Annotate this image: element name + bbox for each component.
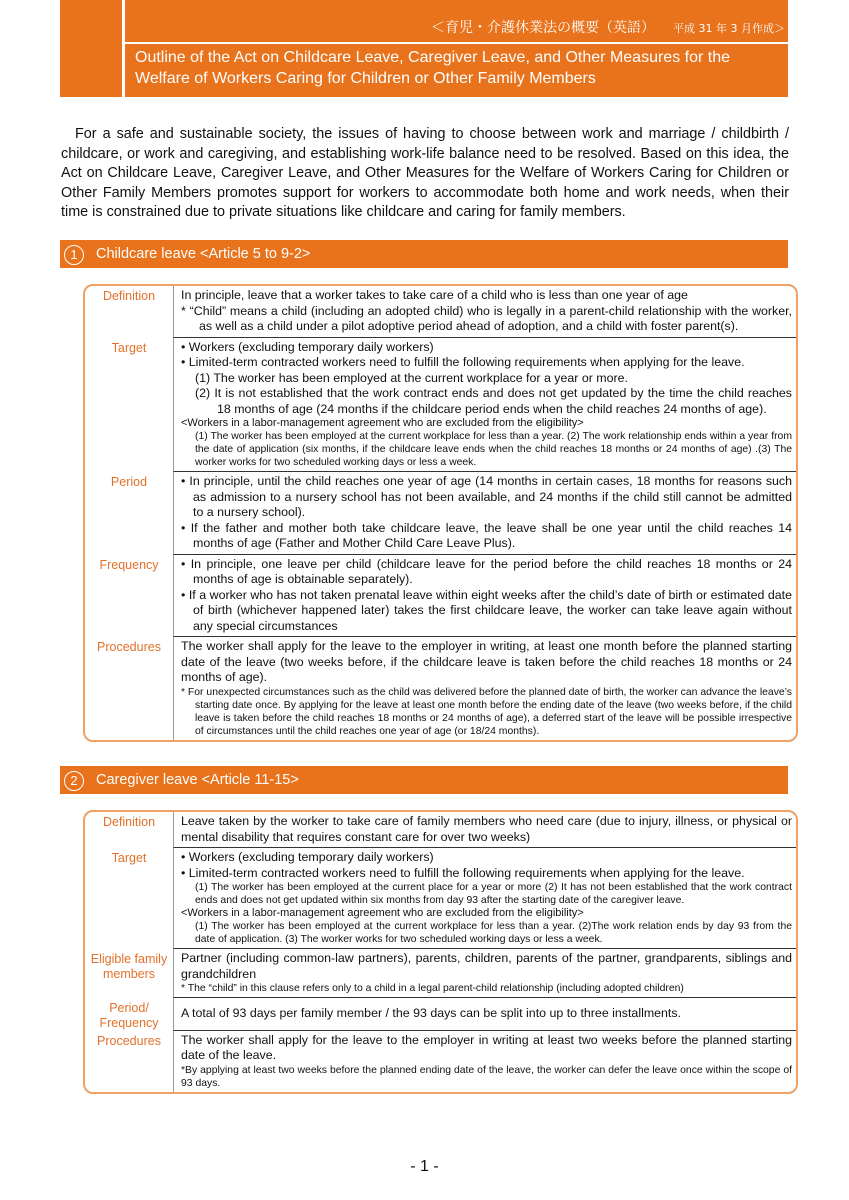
japanese-title: ＜育児・介護休業法の概要（英語） 平成 31 年 3 月作成＞	[431, 20, 785, 36]
caregiver-leave-table	[83, 810, 798, 1094]
row-content: A total of 93 days per family member / the 93 days can be split into up to three installments.	[173, 998, 796, 1031]
table-row-procedures	[85, 637, 796, 740]
row-label: Target	[111, 340, 147, 355]
row-label: Eligible family members	[90, 952, 168, 981]
document-title: Outline of the Act on Childcare Leave, Caregiver Leave, and Other Measures for the Welfare of Workers Caring for Children or Other Family Members	[135, 49, 730, 87]
intro-paragraph: For a safe and sustainable society, the issues of having to choose between work and marriage / childbirth / childcare, or work and caregiving, and establishing work-life balance need to be resolved. Based on this idea, the Act on Childcare Leave, Caregiver Leave, and Other Measures for the Welfare of Workers Caring for Children or Other Family Members promotes support for workers to accommodate both home and work needs, when their time is constrained due to private situations like childcare and caring for family members.	[61, 126, 789, 220]
section-title: Caregiver leave <Article 11-15>	[96, 772, 299, 788]
section-title: Childcare leave <Article 5 to 9-2>	[96, 246, 311, 262]
row-label: Target	[111, 851, 147, 865]
row-content: • In principle, one leave per child (childcare leave for the period before the child reaches 18 months or 24 months of age is obtainable separately). • If a worker who has not taken prenatal leave within eight weeks after the child’s date of birth or estimated date of birth (whichever happened later) takes the first childcare leave, the worker can take leave again without any special circumstances	[173, 555, 796, 638]
table-row-target	[85, 338, 796, 473]
childcare-leave-table	[83, 284, 798, 742]
page-number: - 1 -	[410, 1158, 439, 1175]
table-row-definition	[85, 286, 796, 338]
row-content: The worker shall apply for the leave to the employer in writing, at least one month before the planned starting date of the leave (two weeks before, if the childcare leave is taken before the child reaches 18 months or 24 months of age). * For unexpected circumstances such as the child was delivered before the planned date of birth, the worker can advance the leave’s starting date once. By applying for the leave at least one month before the ending date of the leave (two weeks before, if the child leave is taken before the child reaches 18 months or 24 months of age), a deferred start of the leave will be possible irrespective of circumstances until the child reaches one year of age (or 18/24 months).	[173, 637, 796, 740]
section-header-caregiver	[60, 766, 788, 794]
row-label: Period	[110, 475, 148, 489]
row-content: • In principle, until the child reaches one year of age (14 months in certain cases, 18 months for reasons such as admission to a nursery school has not been available, and 24 months if the child still cannot be admitted to a nursery school). • If the father and mother both take childcare leave, the leave shall be one year until the child reaches 14 months of age (Father and Mother Child Care Leave Plus).	[173, 472, 796, 555]
section-number: 1	[64, 245, 84, 265]
row-label: Procedures	[97, 640, 161, 654]
row-content: The worker shall apply for the leave to the employer in writing at least two weeks before the planned starting date of the leave. *By applying at least two weeks before the planned ending date of the leave, the worker can defer the leave once within the scope of 93 days.	[173, 1031, 796, 1092]
table-row-definition	[85, 812, 796, 848]
row-content: • Workers (excluding temporary daily workers) • Limited-term contracted workers need to fulfill the following requirements when applying for the leave. (1) The worker has been employed at the current place for a year or more (2) It has not been established that the work contract ends and does not get updated within six months from day 93 after the starting date of the caregiver leave. <Workers in a labor-management agreement who are excluded from the eligibility> (1) The worker has been employed at the current workplace for less than a year. (2)The work relation ends by day 93 from the date of application. (3) The worker works for two scheduled working days or less a week.	[173, 848, 796, 949]
section-header-childcare	[60, 240, 788, 268]
banner-rule	[125, 42, 788, 44]
table-row-period-frequency	[85, 998, 796, 1031]
row-label: Definition	[102, 289, 156, 303]
creation-date: 平成 31 年 3 月作成＞	[673, 22, 785, 35]
row-label: Frequency	[99, 557, 159, 572]
banner-divider	[122, 0, 125, 97]
row-label: Procedures	[97, 1033, 161, 1048]
row-content: In principle, leave that a worker takes to take care of a child who is less than one year of age * “Child” means a child (including an adopted child) who is legally in a parent-child relationship with the worker, as well as a child under a pilot adoptive period ahead of adoption, and a child with foster parent(s).	[173, 286, 796, 338]
table-row-procedures	[85, 1031, 796, 1092]
table-row-period	[85, 472, 796, 555]
table-row-target	[85, 848, 796, 949]
section-number: 2	[64, 771, 84, 791]
table-row-eligible-family	[85, 949, 796, 998]
row-content: • Workers (excluding temporary daily workers) • Limited-term contracted workers need to fulfill the following requirements when applying for the leave. (1) The worker has been employed at the current workplace for a year or more. (2) It is not established that the work contract ends and does not get updated by the time the child reaches 18 months of age (24 months if the childcare period ends when the child reaches 24 months of age). <Workers in a labor-management agreement who are excluded from the eligibility> (1) The worker has been employed at the current workplace for less than a year. (2) The work relationship ends within a year from the date of application (six months, if the childcare leave ends when the child reaches 18 months or 24 months of age) .(3) The worker works for two scheduled working days or less a week.	[173, 338, 796, 473]
row-content: Partner (including common-law partners), parents, children, parents of the partner, grandparents, siblings and grandchildren * The “child” in this clause refers only to a child in a legal parent-child relationship (including adopted children)	[173, 949, 796, 998]
row-content: Leave taken by the worker to take care of family members who need care (due to injury, illness, or physical or mental disability that requires constant care for over two weeks)	[173, 812, 796, 848]
row-label: Period/ Frequency	[99, 1001, 159, 1030]
row-label: Definition	[102, 815, 156, 829]
table-row-frequency	[85, 555, 796, 638]
